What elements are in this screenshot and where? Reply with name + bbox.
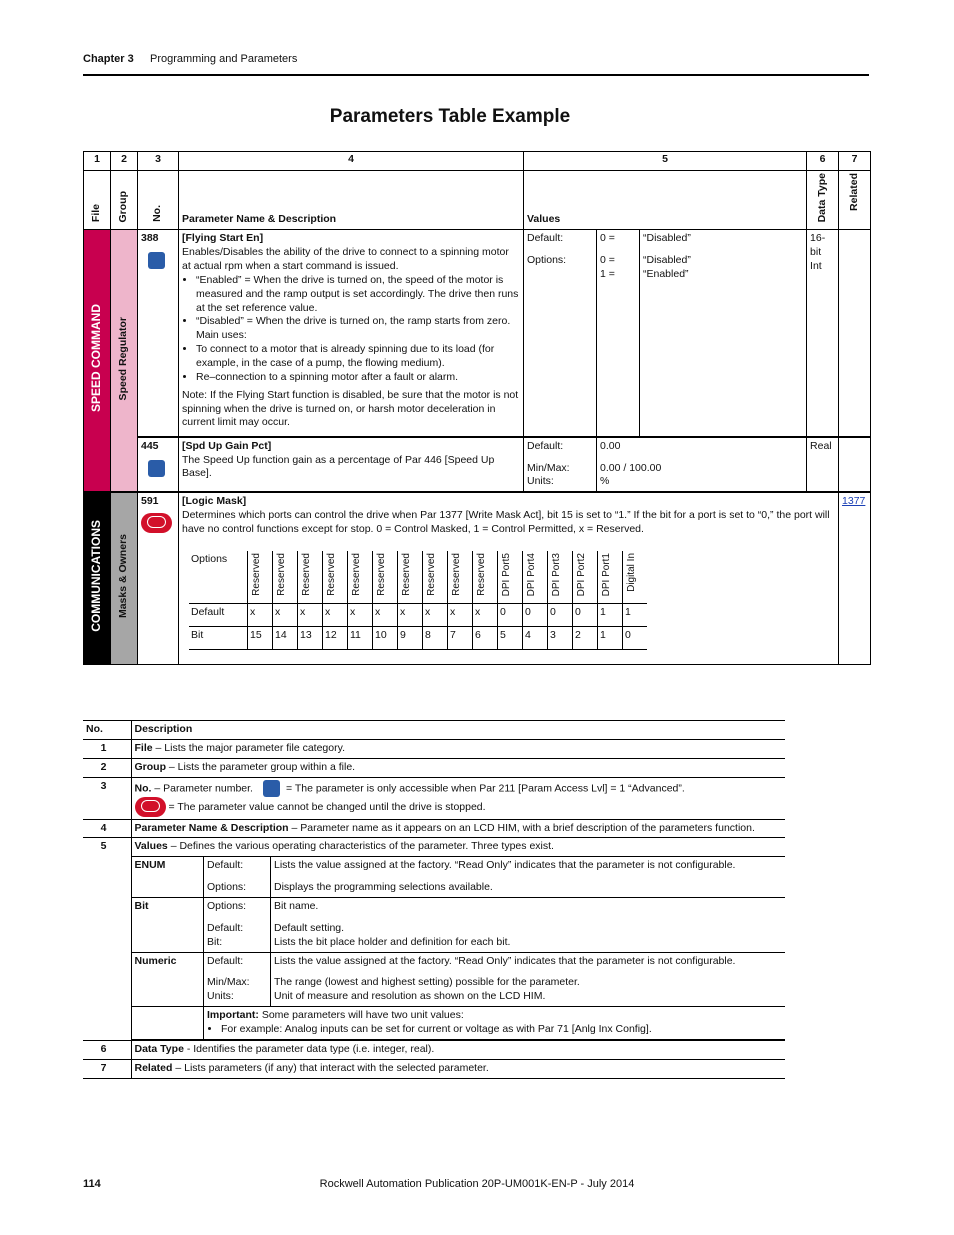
param-bullet: • To connect to a motor that is already spinning due to its load (for example, in the case of a pump, the flowing medium). [196,343,520,371]
type-text: Displays the programming selections available. [274,881,493,894]
param-no: 591 [141,495,159,508]
bit-name-cell [573,551,598,604]
bit-row-label: Bit [189,627,248,650]
bit-name-cell [348,551,373,604]
column-number-row [84,152,871,171]
legend-key: Parameter Name & Description [134,821,289,834]
file-speed-label: SPEED COMMAND [89,304,104,413]
bit-name-cell [548,551,573,604]
bit-name: Reserved [451,552,462,596]
important-label: Important: [207,1009,259,1022]
legend-no: 1 [83,739,131,758]
param-desc: The Speed Up function gain as a percentage of Par 446 [Speed Up Base]. [182,453,495,480]
dtype-cell: Real [807,437,839,493]
bit-default: x [273,604,298,627]
bit-name-cell [498,551,523,604]
legend-no: 6 [83,1040,131,1059]
bit-default: x [323,604,348,627]
bit-name: Reserved [401,552,412,596]
bit-default: x [398,604,423,627]
value-code: 0 = [600,254,615,267]
legend-text: – Lists parameters (if any) that interact with the selected parameter. [172,1061,489,1074]
bit-row-label: Default [189,604,248,627]
type-text: Lists the value assigned at the factory. “Read Only” indicates that the parameter is not configurable. [274,954,736,967]
bit-default: x [348,604,373,627]
bit-name-cell [448,551,473,604]
bit-default: x [448,604,473,627]
legend-table [83,720,785,1079]
legend-no: 3 [83,777,131,819]
type-key: ENUM [132,857,204,897]
col-num-7: 7 [839,152,871,171]
value-text: 0.00 / 100.00 [600,461,662,474]
legend-row [83,758,785,777]
bit-default: x [298,604,323,627]
value-label: Min/Max: [527,461,570,474]
legend-text: – Parameter number. [151,781,253,794]
param-name: [Flying Start En] [182,232,264,245]
bit-number: 8 [423,627,448,650]
col-num-3: 3 [138,152,179,171]
bit-name-cell [423,551,448,604]
bit-name-cell [298,551,323,604]
page-number: 114 [83,1178,101,1190]
col-name-header: Parameter Name & Description [179,171,524,230]
chapter-label: Chapter 3 [83,53,134,65]
bit-name-cell [398,551,423,604]
param-bullet: • “Enabled” = When the drive is turned on, the speed of the motor is measured and the ramp output is set accordingly. The drive then runs at the set reference value. [196,274,520,316]
col-no-header: No. [151,205,164,223]
bit-default: 0 [548,604,573,627]
legend-key: Values [134,840,168,853]
bit-number: 2 [573,627,598,650]
param-desc: Enables/Disables the ability of the drive to connect to a spinning motor at actual rpm when a start command is issued. [182,246,509,272]
legend-text: = The parameter value cannot be changed until the drive is stopped. [168,800,486,813]
type-text: Default setting. [274,921,345,934]
important-bullet: • For example: Analog inputs can be set for current or voltage as with Par 71 [Anlg Inx Config]. [221,1023,782,1037]
legend-desc-header: Description [131,721,785,740]
stop-required-icon [135,797,166,817]
values-code-cell [597,230,640,437]
group-comm-label: Masks & Owners [117,534,130,619]
bit-name: DPI Port4 [526,552,537,597]
page-title: Parameters Table Example [329,106,571,127]
type-text: Bit name. [274,900,319,913]
dtype-line: Int [810,259,822,272]
bit-number: 0 [623,627,648,650]
group-cell-speed [111,230,138,493]
legend-row [83,1059,785,1078]
param-desc-cell [179,437,524,493]
values-text-cell [640,230,807,437]
legend-no-header: No. [83,721,131,740]
dtype-cell [807,230,839,437]
type-text: Lists the bit place holder and definition for each bit. [274,935,511,948]
value-label: Options: [527,254,567,267]
bit-default: x [473,604,498,627]
legend-key: Group [134,760,166,773]
param-bullet: • Re–connection to a spinning motor after a fault or alarm. [196,371,520,385]
param-desc: Determines which ports can control the drive when Par 1377 [Write Mask Act], bit 15 is set to “1.” If the bit for a port is set to “0,” the port will have no control functions except for stop. 0 = Control Masked, 1 = Control Permitted, x = Reserved. [182,509,830,536]
param-no-cell [138,492,179,664]
bit-default: x [248,604,273,627]
legend-no: 2 [83,758,131,777]
legend-no: 5 [83,838,131,1040]
bit-number: 15 [248,627,273,650]
bit-name: Reserved [426,552,437,596]
bit-default: x [423,604,448,627]
legend-text: – Lists the parameter group within a file. [166,760,356,773]
bit-default: 1 [598,604,623,627]
legend-no: 7 [83,1059,131,1078]
chapter-topic: Programming and Parameters [150,53,298,65]
param-bullet: • “Disabled” = When the drive is turned on, the ramp starts from zero. Main uses: [196,315,520,343]
bit-name: DPI Port1 [601,552,612,597]
bit-name: Reserved [351,552,362,596]
legend-no: 4 [83,819,131,838]
legend-key: Related [134,1061,173,1074]
type-field: Default: [207,921,244,934]
col-file-header: File [90,204,103,223]
bit-table [189,551,647,650]
group-speed-label: Speed Regulator [117,316,130,401]
legend-header [83,721,785,740]
values-label-cell [524,437,597,493]
type-field: Default: [207,954,244,967]
type-text: Unit of measure and resolution as shown on the LCD HIM. [274,990,546,1003]
legend-row [83,1040,785,1059]
bit-name: Reserved [276,552,287,596]
type-field: Bit: [207,935,223,948]
param-no-cell [138,230,179,437]
bit-name-cell [523,551,548,604]
param-note: Note: If the Flying Start function is disabled, be sure that the motor is not spinning when the drive is turned on, or harsh motor deceleration in current limit may occur. [182,388,519,429]
dtype-line: 16-bit [810,232,826,259]
param-row-445 [84,437,871,493]
related-link[interactable]: 1377 [842,495,866,508]
bit-name-cell [323,551,348,604]
legend-key: Data Type [134,1042,184,1055]
group-cell-comm [111,492,138,664]
bit-number: 11 [348,627,373,650]
col-values-header: Values [524,171,807,230]
bit-name-cell [598,551,623,604]
col-num-6: 6 [807,152,839,171]
bit-name: DPI Port3 [551,552,562,597]
type-key: Numeric [132,952,204,1007]
bit-row-label: Options [189,551,248,604]
bit-number: 13 [298,627,323,650]
bit-name: Reserved [376,552,387,596]
value-label: Default: [527,232,564,245]
param-row-591 [84,492,871,664]
legend-row [83,739,785,758]
bit-default: 0 [498,604,523,627]
bit-name-cell [623,551,648,604]
value-label: Units: [527,475,554,488]
advanced-access-icon [148,460,165,477]
value-code: 1 = [600,267,615,280]
publication-info: Rockwell Automation Publication 20P-UM001K-EN-P - July 2014 [319,1178,635,1190]
related-cell [839,492,871,664]
value-code: 0 = [600,232,615,245]
col-related-header: Related [847,173,860,211]
bit-number: 9 [398,627,423,650]
column-header-row [84,171,871,230]
bit-number: 5 [498,627,523,650]
advanced-access-icon [263,780,280,797]
bit-number: 1 [598,627,623,650]
value-text: 0.00 [600,439,621,452]
param-name: [Spd Up Gain Pct] [182,439,272,452]
bit-name-cell [473,551,498,604]
related-cell [839,437,871,493]
bit-name: Reserved [326,552,337,596]
bit-name: DPI Port5 [501,552,512,597]
important-text: Some parameters will have two unit values: [258,1009,464,1022]
stop-required-icon [141,513,172,533]
bit-default: x [373,604,398,627]
legend-text: – Parameter name as it appears on an LCD HIM, with a brief description of the parameters function. [288,821,755,834]
type-field: Options: [207,881,247,894]
main-uses-label: Main uses: [196,329,247,342]
type-key: Bit [132,898,204,953]
bit-name-cell [373,551,398,604]
legend-text: – Lists the major parameter file category. [152,741,345,754]
legend-text: – Defines the various operating characteristics of the parameter. Three types exist. [167,840,554,853]
bit-number: 10 [373,627,398,650]
bit-name: DPI Port2 [576,552,587,597]
bit-name-cell [273,551,298,604]
parameters-table [83,151,871,665]
col-dtype-header: Data Type [815,173,828,223]
type-field: Options: [207,900,247,913]
col-num-5: 5 [524,152,807,171]
advanced-access-icon [148,252,165,269]
value-text: “Disabled” [643,232,691,245]
type-field: Min/Max: [207,976,250,989]
file-cell-comm [84,492,111,664]
legend-row [83,838,785,1040]
bit-number: 14 [273,627,298,650]
bit-number: 3 [548,627,573,650]
value-text: “Disabled” [643,254,691,267]
header-rule [83,74,869,76]
bit-number: 7 [448,627,473,650]
param-desc-cell [179,230,524,437]
type-field: Default: [207,859,244,872]
param-no-cell [138,437,179,493]
values-text-cell [597,437,807,493]
legend-row [83,777,785,819]
col-num-4: 4 [179,152,524,171]
param-name: [Logic Mask] [182,495,247,508]
bit-name: Digital In [626,552,637,592]
legend-key: No. [134,781,152,794]
type-text: Lists the value assigned at the factory. “Read Only” indicates that the parameter is not configurable. [274,859,736,872]
col-group-header: Group [117,190,130,223]
type-field: Units: [207,990,234,1003]
param-no: 445 [141,439,159,452]
param-row-388 [84,230,871,437]
related-cell [839,230,871,437]
legend-text: = The parameter is only accessible when Par 211 [Param Access Lvl] = 1 “Advanced”. [285,781,685,794]
value-text: “Enabled” [643,267,689,280]
col-num-1: 1 [84,152,111,171]
bit-default: 0 [573,604,598,627]
bit-number: 12 [323,627,348,650]
type-text: The range (lowest and highest setting) possible for the parameter. [274,976,580,989]
bit-name: Reserved [251,552,262,596]
legend-text: - Identifies the parameter data type (i.e. integer, real). [183,1042,435,1055]
legend-row [83,819,785,838]
bit-name-cell [248,551,273,604]
bit-default: 1 [623,604,648,627]
bit-default: 0 [523,604,548,627]
bit-number: 6 [473,627,498,650]
values-types-table [132,857,786,1040]
file-comm-label: COMMUNICATIONS [89,520,104,633]
legend-key: File [134,741,153,754]
col-num-2: 2 [111,152,138,171]
value-text: % [600,475,610,488]
bit-name: Reserved [476,552,487,596]
value-label: Default: [527,439,564,452]
param-desc-cell [179,492,839,664]
param-no: 388 [141,232,159,245]
bit-name: Reserved [301,552,312,596]
values-label-cell [524,230,597,437]
file-cell-speed [84,230,111,493]
bit-number: 4 [523,627,548,650]
